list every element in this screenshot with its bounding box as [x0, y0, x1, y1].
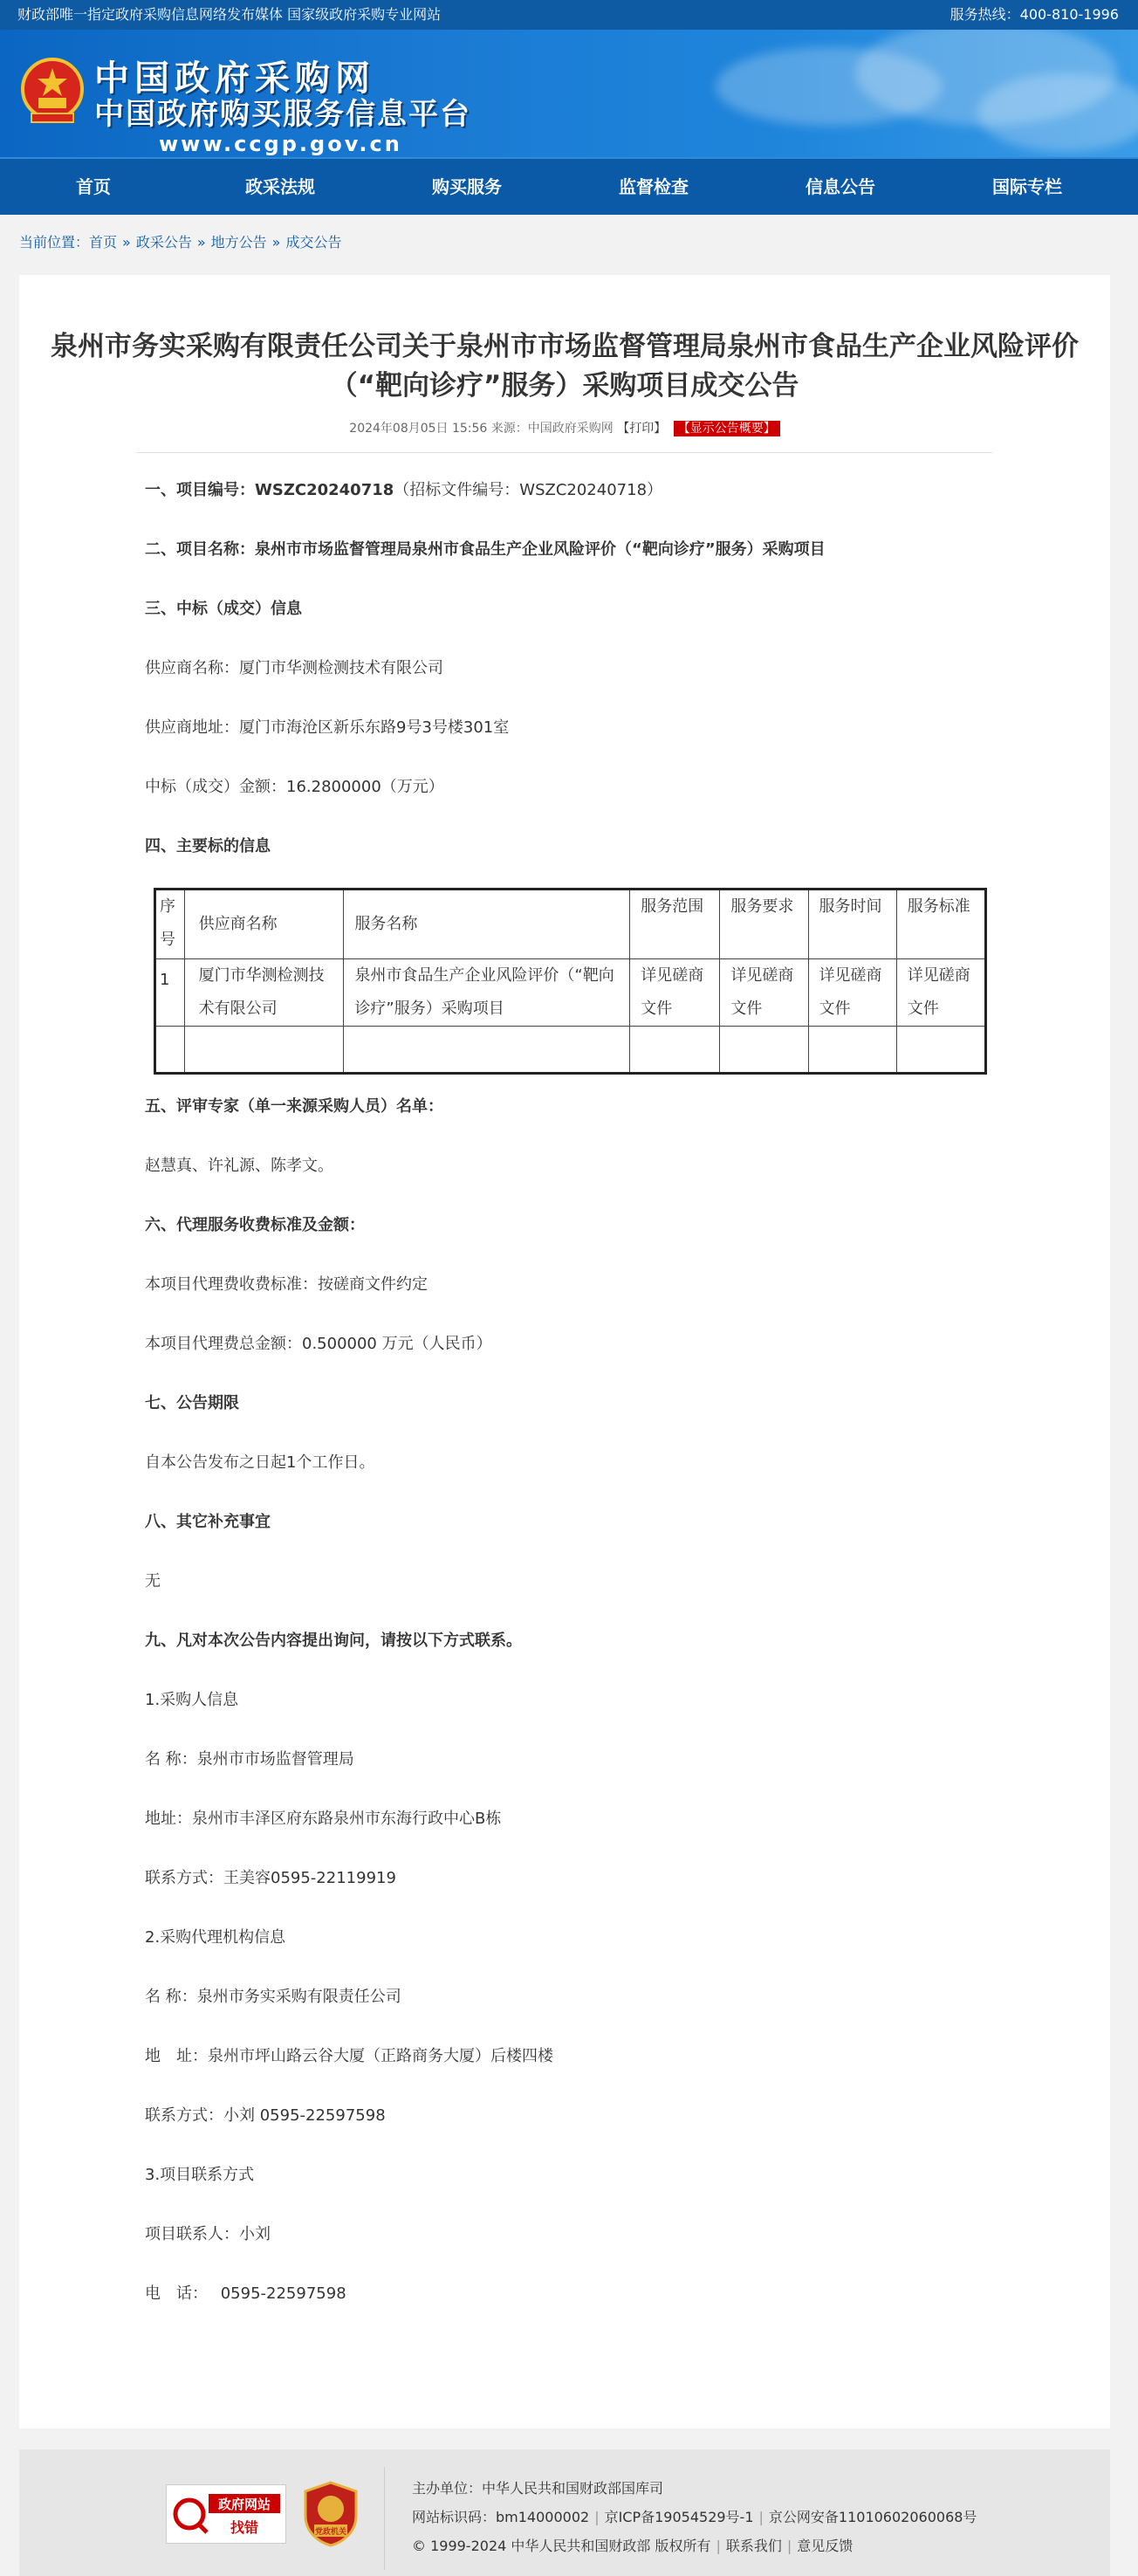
- breadcrumb-sep: »: [196, 234, 206, 251]
- breadcrumb-procurement[interactable]: 政采公告: [135, 234, 192, 251]
- article-meta: [19, 419, 1110, 436]
- footer-copyright-row: © 1999-2024 中华人民共和国财政部 版权所有 | 联系我们 | 意见反馈: [412, 2538, 854, 2554]
- table-row-empty: [155, 1027, 986, 1074]
- supplier-address: 供应商地址：厦门市海沧区新乐东路9号3号楼301室: [145, 718, 510, 737]
- article-body: [19, 479, 1110, 2342]
- breadcrumb-prefix: 当前位置：: [19, 234, 90, 251]
- nav-item-international[interactable]: 国际专栏: [992, 176, 1062, 197]
- cell-supplier: 厦门市华测检测技术有限公司: [184, 959, 344, 1027]
- party-gov-shield-icon: [302, 2481, 360, 2547]
- site-id: 网站标识码：bm14000002: [412, 2509, 590, 2525]
- agency-title: 2.采购代理机构信息: [145, 1928, 286, 1947]
- empty-cell: [344, 1027, 630, 1074]
- subject-table: [154, 888, 987, 1075]
- project-contact-person: 项目联系人：小刘: [145, 2225, 271, 2243]
- period-text: 自本公告发布之日起1个工作日。: [145, 1453, 375, 1472]
- purchaser-contact: 联系方式：王美容0595-22119919: [145, 1869, 396, 1887]
- breadcrumb-sep: »: [122, 234, 131, 251]
- th-scope: 服务范围: [630, 890, 720, 959]
- agency-contact: 联系方式：小刘 0595-22597598: [145, 2106, 386, 2125]
- contact-us-link[interactable]: 联系我们: [725, 2538, 782, 2554]
- cell-requirement: 详见磋商文件: [720, 959, 808, 1027]
- main-nav: [0, 157, 1138, 215]
- site-banner: [0, 30, 1138, 157]
- footer-registration: 网站标识码：bm14000002 | 京ICP备19054529号-1 | 京公网安备11010602060068号: [412, 2509, 977, 2525]
- breadcrumb-local[interactable]: 地方公告: [210, 234, 267, 251]
- section-agency-fee: 六、代理服务收费标准及金额：: [145, 1216, 365, 1234]
- project-contact-phone: 电 话： 0595-22597598: [145, 2284, 346, 2303]
- purchaser-name: 名 称：泉州市市场监督管理局: [145, 1750, 354, 1769]
- footer-divider: [384, 2467, 385, 2570]
- supplier-name: 供应商名称：厦门市华测检测技术有限公司: [145, 659, 443, 677]
- nav-item-home[interactable]: 首页: [76, 176, 111, 197]
- nav-item-purchase-service[interactable]: 购买服务: [432, 176, 502, 197]
- section-main-subject: 四、主要标的信息: [145, 837, 271, 855]
- empty-cell: [184, 1027, 344, 1074]
- logo-subtitle-cn: 中国政府购买服务信息平台: [94, 97, 471, 132]
- shield-text: 党政机关: [314, 2528, 347, 2537]
- footer-host: 主办单位：中华人民共和国财政部国库司: [412, 2480, 664, 2497]
- th-time: 服务时间: [808, 890, 896, 959]
- empty-cell: [630, 1027, 720, 1074]
- empty-cell: [720, 1027, 808, 1074]
- logo-url: www.ccgp.gov.cn: [159, 132, 402, 156]
- gov-site-badge-icon: [167, 2485, 285, 2543]
- title-divider: [137, 452, 992, 453]
- section-project-name: 二、项目名称：泉州市市场监督管理局泉州市食品生产企业风险评价（“靶向诊疗”服务）采购项目: [145, 540, 826, 559]
- footer-info: [412, 2474, 977, 2560]
- show-summary-button[interactable]: 【显示公告概要】: [674, 421, 780, 436]
- badge-bottom-text: 找错: [230, 2519, 259, 2536]
- topbar-slogan: 财政部唯一指定政府采购信息网络发布媒体 国家级政府采购专业网站: [17, 6, 442, 23]
- article-title: 泉州市务实采购有限责任公司关于泉州市市场监督管理局泉州市食品生产企业风险评价（“靶向诊疗”服务）采购项目成交公告: [51, 331, 1079, 402]
- site-logo[interactable]: [94, 59, 471, 157]
- print-link[interactable]: 【打印】: [617, 422, 667, 436]
- article-panel: [19, 275, 1110, 2428]
- badge-top-text: 政府网站: [217, 2497, 271, 2512]
- project-number: 一、项目编号：WSZC20240718: [145, 481, 394, 499]
- breadcrumb-sep: »: [271, 234, 281, 251]
- award-amount: 中标（成交）金额：16.2800000（万元）: [145, 778, 444, 796]
- police-number[interactable]: 京公网安备11010602060068号: [768, 2509, 977, 2525]
- section-experts: 五、评审专家（单一来源采购人员）名单：: [145, 1097, 443, 1116]
- tender-doc-number: （招标文件编号：WSZC20240718）: [394, 481, 663, 499]
- breadcrumb-deal[interactable]: 成交公告: [285, 234, 342, 251]
- cell-index: 1: [155, 959, 185, 1027]
- gov-site-error-report-logo[interactable]: [166, 2484, 286, 2544]
- agency-name: 名 称：泉州市务实采购有限责任公司: [145, 1988, 401, 2006]
- nav-item-regulations[interactable]: 政采法规: [245, 176, 315, 197]
- th-supplier: 供应商名称: [184, 890, 344, 959]
- national-emblem-icon: [19, 56, 86, 127]
- breadcrumb-home[interactable]: 首页: [89, 234, 118, 251]
- site-footer: [19, 2449, 1110, 2576]
- feedback-link[interactable]: 意见反馈: [797, 2538, 854, 2554]
- section-project-number: [145, 479, 984, 539]
- section-period: 七、公告期限: [145, 1394, 239, 1412]
- party-gov-organ-logo[interactable]: [302, 2481, 360, 2547]
- agency-address: 地 址：泉州市坪山路云谷大厦（正路商务大厦）后楼四楼: [145, 2047, 553, 2065]
- other-text: 无: [145, 1572, 161, 1590]
- icp-number[interactable]: 京ICP备19054529号-1: [604, 2509, 754, 2525]
- th-requirement: 服务要求: [720, 890, 808, 959]
- copyright: © 1999-2024 中华人民共和国财政部 版权所有: [412, 2538, 711, 2554]
- nav-item-announcements[interactable]: 信息公告: [806, 176, 875, 197]
- cell-scope: 详见磋商文件: [630, 959, 720, 1027]
- top-info-bar: [0, 0, 1138, 30]
- project-contact-title: 3.项目联系方式: [145, 2166, 255, 2184]
- empty-cell: [896, 1027, 985, 1074]
- logo-title-cn: 中国政府采购网: [94, 58, 375, 99]
- fee-amount: 本项目代理费总金额：0.500000 万元（人民币）: [145, 1335, 492, 1353]
- section-award-info: 三、中标（成交）信息: [145, 600, 302, 618]
- purchaser-title: 1.采购人信息: [145, 1691, 239, 1709]
- empty-cell: [808, 1027, 896, 1074]
- service-hotline: 服务热线：400-810-1996: [949, 6, 1119, 23]
- th-index: 序号: [155, 890, 185, 959]
- section-other: 八、其它补充事宜: [145, 1513, 271, 1531]
- table-row: [155, 959, 986, 1027]
- experts-list: 赵慧真、许礼源、陈孝文。: [145, 1157, 333, 1175]
- table-header-row: [155, 890, 986, 959]
- cell-standard: 详见磋商文件: [896, 959, 985, 1027]
- empty-cell: [155, 1027, 185, 1074]
- th-service-name: 服务名称: [344, 890, 630, 959]
- purchaser-address: 地址：泉州市丰泽区府东路泉州市东海行政中心B栋: [145, 1810, 502, 1828]
- section-contact: 九、凡对本次公告内容提出询问，请按以下方式联系。: [145, 1631, 522, 1650]
- publish-info: 2024年08月05日 15:56 来源：中国政府采购网: [349, 422, 614, 436]
- cell-service-name: 泉州市食品生产企业风险评价（“靶向诊疗”服务）采购项目: [344, 959, 630, 1027]
- fee-standard: 本项目代理费收费标准：按磋商文件约定: [145, 1275, 428, 1294]
- cell-time: 详见磋商文件: [808, 959, 896, 1027]
- breadcrumb: [0, 215, 1138, 258]
- th-standard: 服务标准: [896, 890, 985, 959]
- nav-item-supervision[interactable]: 监督检查: [619, 176, 689, 197]
